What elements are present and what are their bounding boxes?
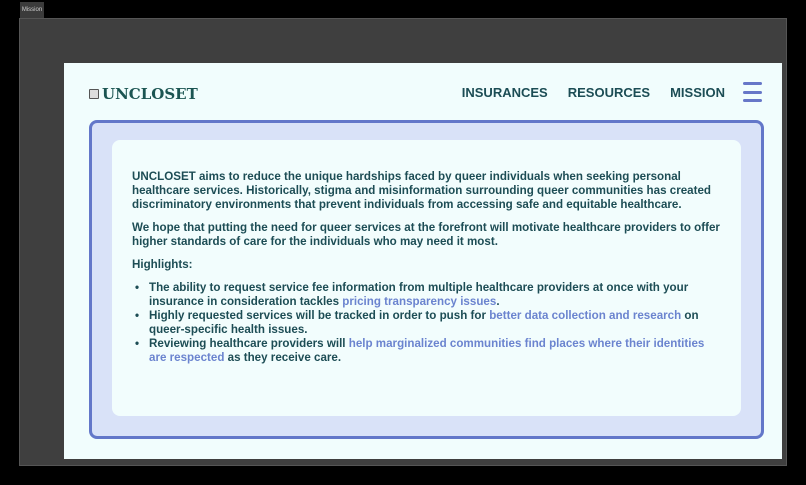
highlights-label: Highlights:: [132, 258, 193, 271]
nav-insurances[interactable]: INSURANCES: [461, 85, 548, 100]
page: [64, 63, 782, 459]
nav-mission[interactable]: MISSION: [670, 85, 725, 100]
list-item: • The ability to request service fee information from multiple healthcare providers at once with your insurance in consideration tackles pricing transparency issues.: [149, 281, 721, 309]
logo-text: UNCLOSET: [102, 85, 198, 103]
nav-resources[interactable]: RESOURCES: [567, 85, 651, 100]
browser-window: [19, 18, 787, 466]
mission-card: [112, 140, 741, 416]
data-research-link[interactable]: better data collection and research: [489, 309, 682, 322]
closet-icon: [89, 89, 99, 99]
list-item: • Highly requested services will be tracked in order to push for better data collection and research on queer-specific health issues.: [149, 309, 721, 337]
mission-paragraph-2: We hope that putting the need for queer services at the forefront will motivate healthcare providers to offer higher standards of care for the individuals who may need it most.: [132, 221, 720, 248]
hamburger-menu-icon[interactable]: [743, 82, 762, 102]
nav: [462, 85, 725, 100]
window-tab[interactable]: Mission: [20, 2, 44, 18]
mission-panel: [89, 120, 764, 439]
highlights-list: [149, 281, 721, 365]
logo[interactable]: [89, 85, 198, 103]
pricing-transparency-link[interactable]: pricing transparency issues: [342, 295, 497, 308]
mission-paragraph-1: UNCLOSET aims to reduce the unique hardships faced by queer individuals when seeking personal healthcare services. Historically, stigma and misinformation surrounding queer communities has created discriminatory environments that prevent individuals from accessing safe and equitable healthcare.: [132, 170, 712, 211]
list-item: • Reviewing healthcare providers will help marginalized communities find places where their identities are respected as they receive care.: [149, 337, 721, 365]
marginalized-communities-link[interactable]: help marginalized communities find places where their identities are respected: [149, 337, 705, 364]
